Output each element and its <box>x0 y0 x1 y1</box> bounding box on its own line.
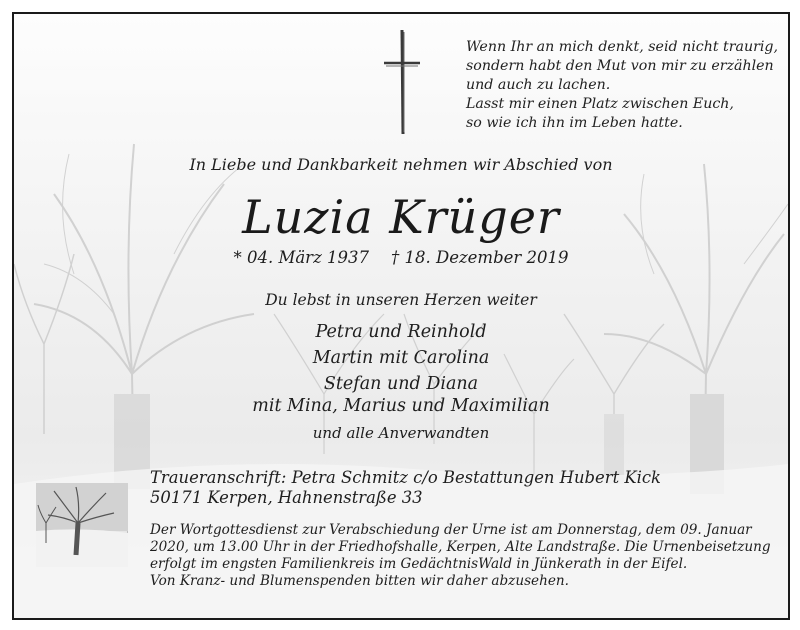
birth-date: * 04. März 1937 <box>233 248 369 267</box>
obituary-card <box>12 12 790 620</box>
poem-line: und auch zu lachen. <box>466 77 611 93</box>
motto: Du lebst in unseren Herzen weiter <box>265 291 537 309</box>
poem <box>466 38 778 133</box>
mourning-address <box>150 468 661 508</box>
notice-line: Der Wortgottesdienst zur Verabschiedung der Urne ist am Donnerstag, dem 09. Januar <box>150 522 752 538</box>
intro-text: In Liebe und Dankbarkeit nehmen wir Abschied von <box>189 155 613 174</box>
family-member: und alle Anverwandten <box>312 424 490 442</box>
notice-line: Von Kranz- und Blumenspenden bitten wir daher abzusehen. <box>150 573 569 589</box>
death-date: † 18. Dezember 2019 <box>391 248 569 267</box>
poem-line: sondern habt den Mut von mir zu erzählen <box>466 58 774 74</box>
life-dates <box>14 248 788 267</box>
address-line: Traueranschrift: Petra Schmitz c/o Bestattungen Hubert Kick <box>150 468 661 487</box>
poem-line: so wie ich ihn im Leben hatte. <box>466 115 683 131</box>
notice-line: erfolgt im engsten Familienkreis im GedächtnisWald in Jünkerath in der Eifel. <box>150 556 688 572</box>
service-notice <box>150 522 770 590</box>
family-member: mit Mina, Marius und Maximilian <box>252 396 550 416</box>
family-member: Petra und Reinhold <box>315 322 487 342</box>
family-member: Stefan und Diana <box>323 374 479 394</box>
tree-photo <box>36 483 128 567</box>
cross-icon <box>382 28 422 136</box>
poem-line: Lasst mir einen Platz zwischen Euch, <box>466 96 734 112</box>
family-member: Martin mit Carolina <box>312 348 490 368</box>
deceased-name: Luzia Krüger <box>242 190 560 244</box>
notice-line: 2020, um 13.00 Uhr in der Friedhofshalle, Kerpen, Alte Landstraße. Die Urnenbeisetzung <box>150 539 771 555</box>
poem-line: Wenn Ihr an mich denkt, seid nicht traurig, <box>466 39 779 55</box>
address-line: 50171 Kerpen, Hahnenstraße 33 <box>150 488 423 507</box>
